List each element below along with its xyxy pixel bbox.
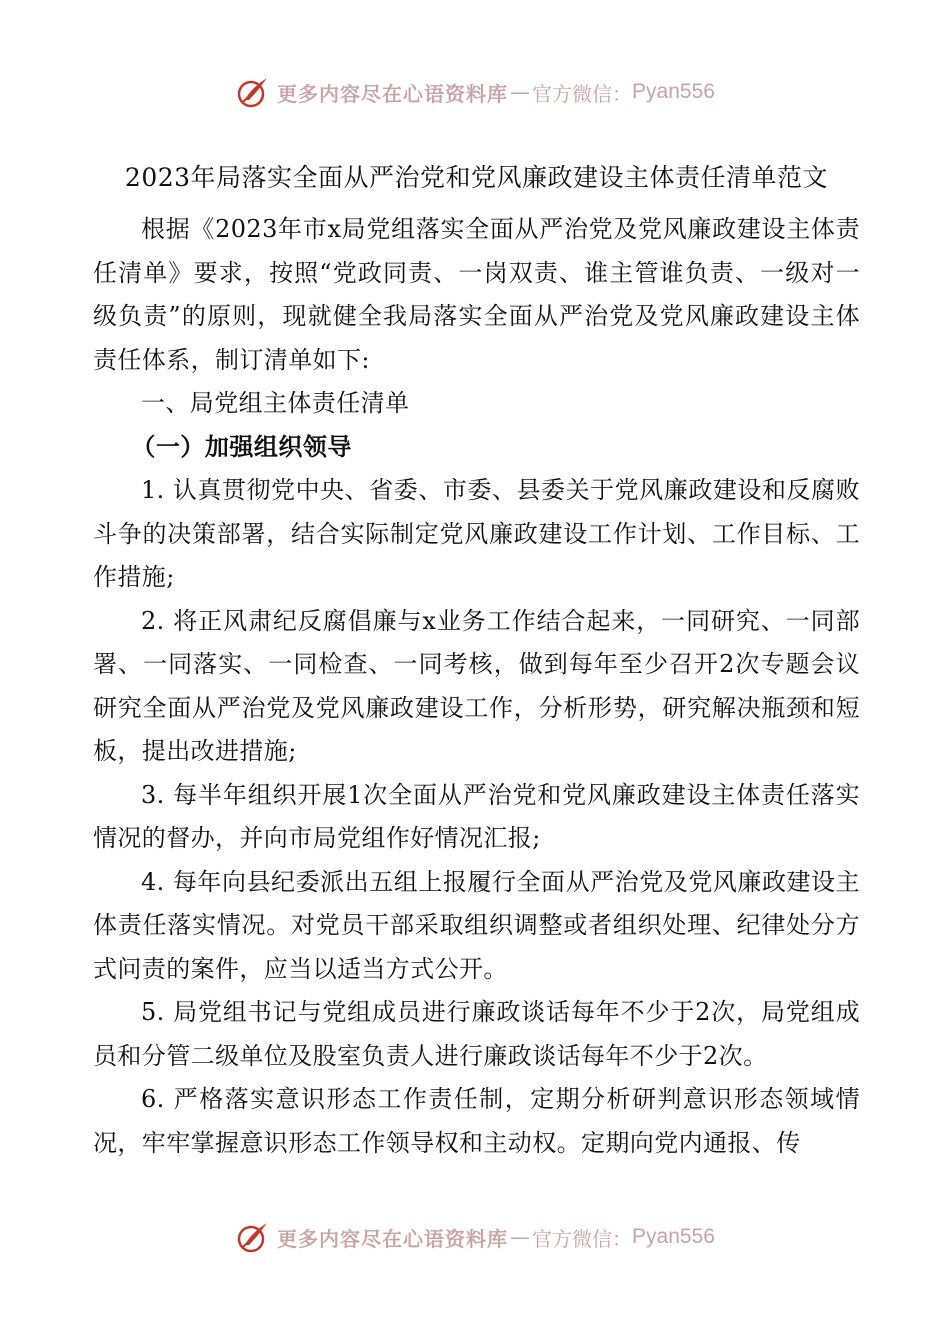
watermark-separator: — xyxy=(510,1225,531,1249)
quill-logo-icon xyxy=(235,1219,271,1255)
watermark-slogan: 更多内容尽在心语资料库 xyxy=(277,81,509,106)
list-item: 4. 每年向县纪委派出五组上报履行全面从严治党及党风廉政建设主体责任落实情况。对党员干部采取组织调整或者组织处理、纪律处分方式问责的案件，应当以适当方式公开。 xyxy=(93,867,860,983)
document-body xyxy=(93,156,860,1165)
watermark-wechat-label: 官方微信： xyxy=(532,1226,633,1251)
watermark-wechat-label: 官方微信： xyxy=(532,81,633,106)
section-heading: 一、局党组主体责任清单 xyxy=(141,389,410,417)
header-watermark xyxy=(0,72,950,112)
list-item: 1. 认真贯彻党中央、省委、市委、县委关于党风廉政建设和反腐败斗争的决策部署，结合实际制定党风廉政建设工作计划、工作目标、工作措施; xyxy=(93,476,860,591)
list-item: 6. 严格落实意识形态工作责任制，定期分析研判意识形态领域情况，牢牢掌握意识形态工作领导权和主动权。定期向党内通报、传 xyxy=(93,1085,860,1157)
quill-logo-icon xyxy=(235,74,271,110)
subsection-heading: （一）加强组织领导 xyxy=(131,432,352,461)
watermark-wechat-id: Pyan556 xyxy=(632,1225,715,1248)
footer-watermark xyxy=(0,1217,950,1257)
watermark-separator: — xyxy=(510,80,531,104)
watermark-slogan: 更多内容尽在心语资料库 xyxy=(277,1226,509,1251)
list-item: 3. 每半年组织开展1次全面从严治党和党风廉政建设主体责任落实情况的督办，并向市局党组作好情况汇报; xyxy=(93,780,860,852)
list-item: 2. 将正风肃纪反腐倡廉与x业务工作结合起来，一同研究、一同部署、一同落实、一同检查、一同考核，做到每年至少召开2次专题会议研究全面从严治党及党风廉政建设工作，分析形势，研究解决瓶颈和短板，提出改进措施; xyxy=(93,606,860,765)
document-title: 2023年局落实全面从严治党和党风廉政建设主体责任清单范文 xyxy=(124,163,829,192)
list-item: 5. 局党组书记与党组成员进行廉政谈话每年不少于2次，局党组成员和分管二级单位及股室负责人进行廉政谈话每年不少于2次。 xyxy=(93,998,860,1070)
intro-paragraph: 根据《2023年市x局党组落实全面从严治党及党风廉政建设主体责任清单》要求，按照“党政同责、一岗双责、谁主管谁负责、一级对一级负责”的原则，现就健全我局落实全面从严治党及党风廉政建设主体责任体系，制订清单如下: xyxy=(93,215,860,374)
watermark-wechat-id: Pyan556 xyxy=(632,80,715,103)
